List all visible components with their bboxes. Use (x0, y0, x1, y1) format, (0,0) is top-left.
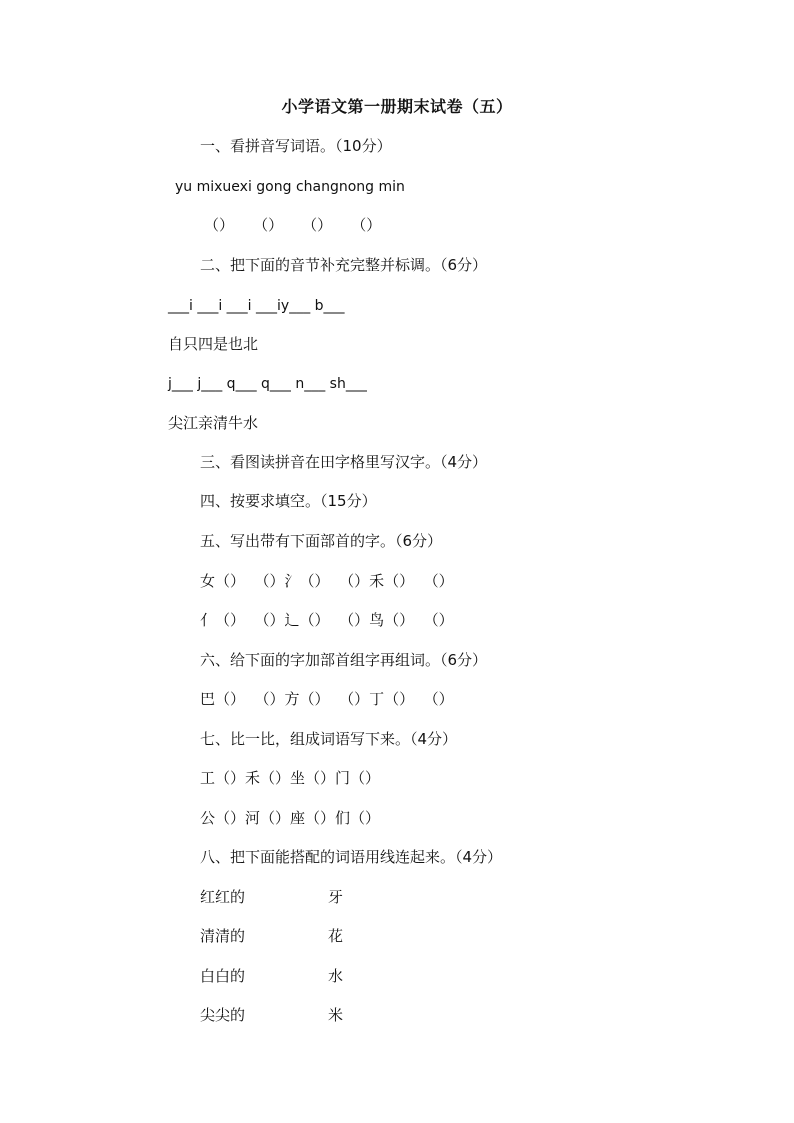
match-right-word: 花 (328, 927, 344, 945)
section1-pinyin: yu mi̇xuexi gong changnong min (175, 179, 405, 195)
match-right-word: 米 (328, 1006, 344, 1024)
match-left-word: 尖尖的 (200, 1006, 246, 1024)
page-title: 小学语文第一册期末试卷（五） (281, 97, 513, 116)
section5-row2: 亻（） （）辶（） （）鸟（） （） (200, 611, 454, 629)
section4-heading: 四、按要求填空。（15分） (200, 492, 377, 510)
section6-heading: 六、给下面的字加部首组字再组词。（6分） (200, 651, 488, 669)
section2-row2-chars: 尖江亲清牛水 (168, 414, 259, 432)
match-right-word: 牙 (328, 888, 344, 906)
section6-row1: 巴（） （）方（） （）丁（） （） (200, 690, 454, 708)
section8-heading: 八、把下面能搭配的词语用线连起来。（4分） (200, 848, 503, 866)
match-left-word: 清清的 (200, 927, 246, 945)
section7-heading: 七、比一比，组成词语写下来。（4分） (200, 730, 458, 748)
section2-heading: 二、把下面的音节补充完整并标调。（6分） (200, 256, 488, 274)
section2-row1-chars: 自只四是也北 (168, 335, 259, 353)
match-right-word: 水 (328, 967, 344, 985)
section3-heading: 三、看图读拼音在田字格里写汉字。（4分） (200, 453, 488, 471)
section2-row2-pinyin: j___ j___ q___ q___ n___ sh___ (168, 376, 367, 392)
section5-row1: 女（） （）氵（） （）禾（） （） (200, 572, 454, 590)
match-left-word: 白白的 (200, 967, 246, 985)
section1-heading: 一、看拼音写词语。（10分） (200, 137, 392, 155)
section5-heading: 五、写出带有下面部首的字。（6分） (200, 532, 443, 550)
section7-row2: 公（）河（）座（）们（） (200, 809, 381, 827)
section7-row1: 工（）禾（）坐（）门（） (200, 769, 381, 787)
section2-row1-pinyin: ___i ___i ___i ___iy___ b___ (168, 298, 345, 314)
match-left-word: 红红的 (200, 888, 246, 906)
section1-blanks: （） （） （） （） (204, 216, 382, 234)
